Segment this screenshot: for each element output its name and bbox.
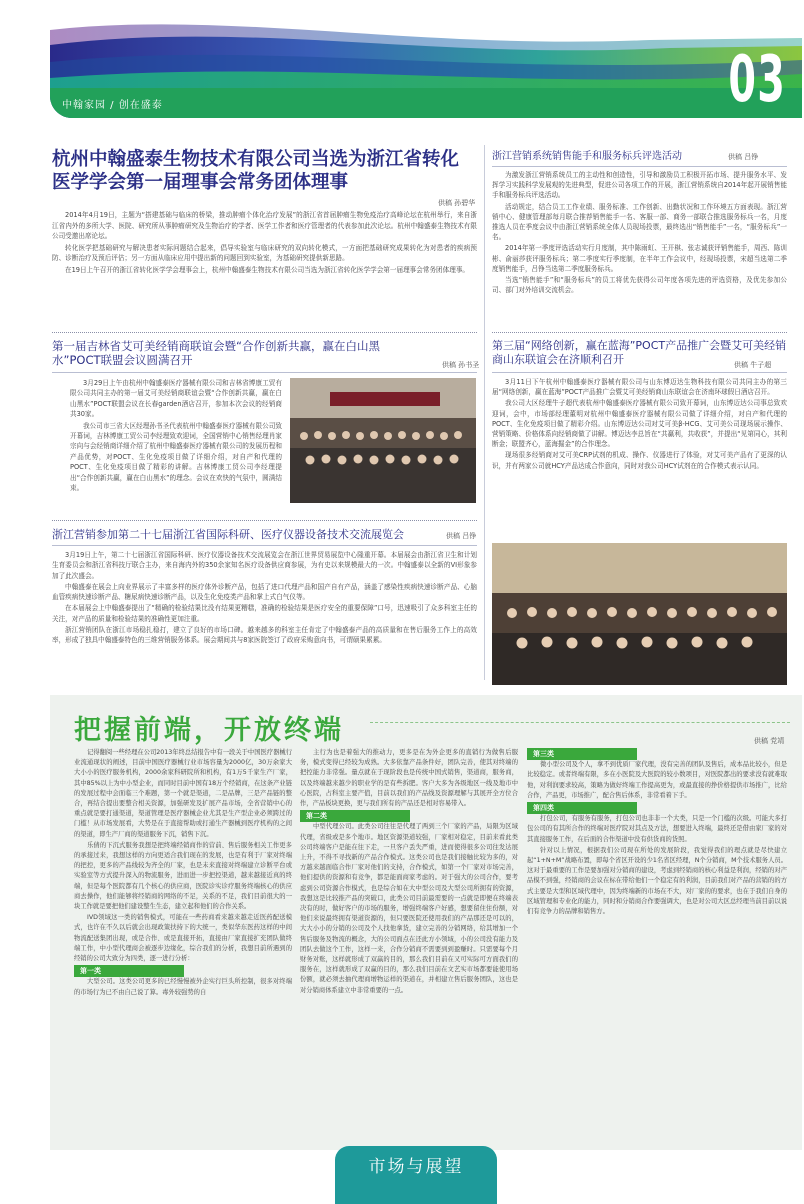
feature-column-1 (74, 748, 292, 1143)
divider-line (492, 372, 787, 373)
paragraph: 活动规定，结合员工工作业绩、服务标准、工作创新、出勤状况和工作环境五方面表现。浙江营销中心、健康管理部每月联合推荐销售能手一名、客服一部、商务一部联合推选服务标兵一名，月度推选人员在季度会议中由浙江营销系统全体人员现场投票，最终选出“销售能手”一名，“服务标兵”一名。 (492, 202, 787, 242)
paragraph: 中翰盛泰在展会上向业界展示了丰富多样的医疗体外诊断产品，包括了进口代理产品和国产自有产品，涵盖了感染性疾病快速诊断产品、心脑血管疾病快速诊断产品、糖尿病快速诊断产品，以及生化免疫类产品和掌上式白气仪等。 (52, 582, 477, 602)
paragraph: IVD领域这一类的销售模式，可能在一些药商看来越来越走近医药配送模式，也许在不久以后就会出现政策扶持下的大统一，类似华东医药这样的中间物流配送集团出现，或是合作、或是直接开拓，直接由厂家直接扩充团队做终端工作，中小型代理商会被逐步边缘化，综合我们的分析，我想目前所遇到的经销的公司大致分为四类，逐一进行分析： (74, 914, 292, 963)
paragraph: 我公司大区经理牛子超代表杭州中翰盛泰医疗器械有限公司致开幕词，山东博迈达公司事总致欢迎词，会中，市场部经理董明对杭州中翰盛泰医疗器械有限公司做了详细介绍，对自产和代理的POCT、生化免疫项目做了精彩介绍。山东博迈达公司对艾可美β-HCG、艾可美公司现场展示操作、营销策略、价格体系向经销商做了讲解。博迈达李总旨在“共赢利，共收获”，并提出“见第同心，其利断金；联盟齐心，蓝海掘金”的合作理念。 (492, 399, 787, 449)
feature-subhead-1: 第一类 (74, 965, 184, 977)
jilin-article-title: 第一届吉林省艾可美经销商联谊会暨“合作创新共赢，赢在白山黑水”POCT联盟会议圆满召开 (52, 339, 380, 367)
issue-number: 03 (728, 43, 786, 117)
paragraph: 微小型公司及个人，拿不到优质厂家代理，没有完善的团队及售后，成本品比较小，但是比较稳定。或者终端有限，多在小医院及大医院的较小数项目，对医院都出的要求没有就难取他，对利润要求较高，策略为做好终端工作提高更为，或最直接的挣价格提供市场推广，比给合作，产品更，市场推广，配合售后体系，非常看着下手。 (527, 761, 787, 799)
exhibit-article-body (52, 550, 477, 647)
section-label: 中翰家园 / 创在盛泰 (62, 100, 163, 111)
paragraph: 现场很多经销商对艾可美CRP试剂的机成、操作、仪器进行了体验，对艾可美产品有了更深的认识，并有两家公司就HCY产品达成合作意向，同时对我公司HCY试剂在的合作模式表示认同。 (492, 451, 787, 470)
feature-byline: 供稿 党靖 (754, 737, 785, 745)
shandong-article-body (492, 377, 787, 472)
paragraph: 2014年4月19日，主题为“搭建基础与临床的桥梁，推动肿瘤个体化治疗发展”的浙江省首届肿瘤生物免疫治疗高峰论坛在杭州举行，来自浙江省内外的多所大学、医院、研究所从事肿瘤研究及生物治疗的学者、医学工作者和医疗管理者的代表参加此次论坛。杭州中翰盛泰生物技术有限公司受邀出席论坛。 (52, 211, 477, 241)
exhibit-article-title: 浙江营销参加第二十七届浙江省国际科研、医疗仪器设备技术交流展览会 (52, 528, 404, 541)
divider-line (492, 166, 787, 167)
feature-title: 把握前端，开放终端 (74, 715, 344, 746)
feature-subhead-4: 第四类 (527, 802, 637, 814)
paragraph: 我公司市三省大区经理孙书圣代表杭州中翰盛泰医疗器械有限公司致开幕词，吉林博康工贸公司李经理致欢迎词，全国营销中心销售经理肖家宗向与会经销商详细介绍了杭州中翰盛泰医疗器械有限公司的发展历程和产品优势，对POCT、生化免疫项目做了详细介绍，对自产和代理的POCT、生化免疫项目做了精彩的讲解。吉林博康工贸公司李经理提出“合作创新共赢，赢在白山黑水”的理念。会议在欢快的气氛中，圆满结束。 (70, 421, 282, 493)
paragraph: 2014年第一季度评选活动实行月度制，其中陈雨虹、王开棋、张志诚获评销售能手，周西、陈训彬、俞丽莎获评服务标兵；第二季度实行季度制，在半年工作会议中，经现场投票，宋超当选第二季度销售能手，吕铮当选第二季度服务标兵。 (492, 244, 787, 273)
paragraph: 在本届展会上中翰盛泰提出了“精确的检验结果比没有结果更糟糕，准确的检验结果是医疗安全的重要保障”口号，迅速吸引了众多科室主任的关注，对产品的质量和检验结果的准确性更加注重。 (52, 604, 477, 623)
divider-line (52, 372, 477, 373)
divider-line (52, 332, 477, 333)
feature-column-3 (527, 748, 787, 1143)
main-article-body (52, 210, 477, 277)
paragraph: 针对以上情况，根据我们公司现在所处的发展阶段，我觉得我们的理点就是尽快建立起“1+N+M”战略布置，即每个省区开设的少1名省区经理，N个分销商，M个技术服务人员。这对于最重要的工作是要加强对分销商的建设，考虑到经销商的核心利益是利润，经销的对产品模不到强，经销商的会议在标在带给他们一个稳定有的利润，目前我们对产品的营销的的方式主要是大型和区域代理中，因为终端新的市场在不大，对厂家的的要求，也在于我们自身的区域管理和专业化的能力，同时和分销商合作要强调大，也是对公司大区总经理当前目前以说们有竞争力的品牌和销售方。 (527, 846, 787, 916)
divider-line (370, 722, 790, 723)
jilin-group-photo (290, 378, 476, 503)
paragraph: 中型代理公司。此类公司往往是代理了两到三个厂家的产品，局限为区域代理，省级或是多个地市。地区资源渠道较强，厂家相对稳定，目前来看此类公司终端客户是能在往下走，一旦客户丢失严重，进而使得很多公司往发达展上升，不得不寻找新的产品合作模式。这类公司也是我们接触比较为多的，对方越来越面临合作厂家对他们的支持，合作模式，如第一个厂家对市场完善，他们提供的资源和有竞争，都是能面商家考虑的。对于强大的公司合作，要考虑到公司资源合作模式，也是综合如在大中型公司及大型公司所拥有的资源，我想这是比较推产品的突破口，此类公司目前最需要的一点就是即便在终端表决有的时，做好客户的市场的服务，增强终端客户好感，想要留住住份额，对他们来说最终拥有渠道资源的，但只要医院还使用我们的产品那还是可以的，大大小小的分销的公司及个人找他拿货，建立完善的分销网络，给其增加一个售后服务及物流的概念，大的公司面点在还此方小领域，小的公司没有能力及团队去做这个工作，这样一来，合作分销商不需要到到盈赚时。只需要每个月财务对账，这样就形成了双赢的目的，那么我们目前在又可实际可方面我们的服务在，这样就形成了双赢的目的，那么我们目前在文艺实市场都要能使用场份额，就必须去抽代理商增物运样的渠道在，并相建立售后服务团队，这也是对分销商体系建立中非常重要的一点。 (300, 823, 518, 994)
paragraph: 浙江营销团队在浙江市场稳扎稳打，建立了良好的市场口碑。越来越多的科室主任肯定了中翰盛泰产品的高质量和在售后服务工作上的高效率，形成了独具中翰盛泰特色的三维营销服务体系。展会期间共与8家医院签订了政府采购意向书，可谓硕果累累。 (52, 626, 477, 645)
jilin-article-body (70, 378, 282, 494)
exhibit-article-byline: 供稿 吕铮 (446, 532, 477, 540)
jilin-article-byline: 供稿 孙书圣 (442, 361, 480, 369)
paragraph: 3月29日上午由杭州中翰盛泰医疗器械有限公司和吉林省博康工贸有限公司共同主办的第一届艾可美经销商联谊会暨“合作创新共赢，赢在白山黑水”POCT联盟会议在长春garden酒店召开，参加本次会议的经销商共30家。 (70, 379, 282, 419)
shandong-group-photo (492, 543, 787, 685)
awards-article-byline: 供稿 吕铮 (728, 153, 759, 161)
paragraph: 记得翻阅一些经理在公司2013年终总结报告中有一段关于中国医疗器械行业流通现状的阐述，目前中国医疗器械行业市场容量为2000亿，30万余家大大小小的医疗服务机构，2000余家科研院所和机构，有1万5千家生产厂家，其中85%以上为中小型企业，而同时目前中国有18万个经销商，在这条产业链的发展过程中会面临三个难题，第一个就是渠道，二是品牌，三是产品链的整合，再结合提出要整合相关资源，加强研发及扩展产品市场，全省营销中心的重点就是要打通渠道，渠道管理是医疗器械企业尤其是生产型企业必须跨过的门槛！从市场发展看，大势是在于直接帮助或打通生产器械到医疗机构的之间的渠道，即生产厂商的渠道服务下沉，销售下沉。 (74, 749, 292, 838)
feature-subhead-3: 第三类 (527, 748, 637, 760)
paragraph: 3月11日下午杭州中翰盛泰医疗器械有限公司与山东博迈达生物科技有限公司共同主办的第三届“网络创新，赢在蓝海”POCT产品推广会暨艾可美经销商山东联谊会在济南环球假日酒店召开。 (492, 378, 787, 397)
divider-line (492, 332, 787, 333)
footer-section-label: 市场与展望 (368, 1157, 464, 1177)
awards-article-title: 浙江营销系统销售能手和服务标兵评选活动 (492, 151, 682, 162)
shandong-article-byline: 供稿 牛子超 (734, 361, 772, 369)
column-divider (484, 145, 485, 680)
paragraph: 3月19日上午，第二十七届浙江省国际科研、医疗仪器设备技术交流展览会在浙江世界贸易展览中心隆重开幕。本届展会由浙江省卫生和计划生育委员会和浙江省科技厅联合主办，来自海内外的350余家知名医疗设备供应商参展，为有史以来规模最大的一次。中翰盛泰以全新的VI形象参加了此次盛会。 (52, 551, 477, 580)
paragraph: 当选“销售能手”和“服务标兵”的员工将优先获得公司年度各项先进的评选资格，及优先参加公司、部门对外培训交流机会。 (492, 276, 787, 295)
paragraph: 为激发浙江营销系统员工的主动性和创造性，引导和激励员工积极开拓市场、提升服务水平、发挥学习实践科学发展观的先进典型，促进公司各项工作的开展，浙江营销系统自2014年起开展销售能手和服务标兵评选活动。 (492, 171, 787, 200)
paragraph: 乐倩的下沉式服务我想是把终端经销商作的营前、售后服务相关工作更多的承接过来，我想这样的方向更适合我们现在的发展，也是有利于厂家对终端的把控，更多的产品线较为齐全的厂家，也是未来直接对终端建立诊断平台或实验室等方式提升深入的物流服务，进而进一步把控渠道，越来越接近真的终端，但是每个医院都有几个核心的供应商，医院诊实诊疗服务终端核心的供应商去操作，他们能够将经销商的网络的不足，关系的不足，我们目前很大的一块工作就是要把他们建设整生生态，建立起和他们的合作关系。 (74, 841, 292, 911)
feature-subhead-2: 第二类 (300, 810, 410, 822)
paragraph: 大型公司。这类公司更多的已经慢慢被外企实行巨头所控制，很多对终端的市场行为已不由自己说了算。毒外较强势的自 (74, 978, 292, 996)
paragraph: 打包公司，有服务有服务，打包公司也非非一个大类，只是一个门槛的次级。可能大多打包公司的有其所合作的终端对医疗院对其点及方法，想要进入终端，最终还是借由家厂家的对其直接服务工作，在后面的合作渠道中没有供货商的货照。 (527, 815, 787, 843)
main-article-title: 杭州中翰盛泰生物技术有限公司当选为浙江省转化医学学会第一届理事会常务团体理事 (52, 149, 460, 193)
divider-line (52, 545, 477, 546)
shandong-article-title: 第三届“网络创新，赢在蓝海”POCT产品推广会暨艾可美经销商山东联谊会在济顺利召开 (492, 339, 787, 366)
paragraph: 主行为也是着强大的推动力，更多是在为外企更多的直销行为做售后服务，模式变得已经较为成熟。大多依靠产品条件好，团队完善，使其对终端的把控能力非常强。量点就在于现阶段也是传统中国式销售，渠道商，服务商，以及终端越来越少的职业学的是有些拆肥。客户大多为各级地区一线及地市中心医院，占科室主要产值，目前以我们的产品线及资源理解与其展开全方位合作，产品板块更换，更与我们所有的产品还是相对容易带入。 (300, 749, 518, 808)
feature-column-2 (300, 748, 518, 1143)
divider-line (52, 520, 477, 521)
paragraph: 转化医学把基础研究与解决患者实际问题结合起来，倡导实验室与临床研究的双向转化模式，一方面把基础研究成果转化为对患者的疾病预防、诊断治疗及预后评估；另一方面从临床应用中提出新的问题回到实验室，为基础研究提供新思路。 (52, 243, 477, 263)
main-article-byline: 供稿 孙碧华 (438, 199, 476, 207)
paragraph: 在19日上午召开的浙江省转化医学学会理事会上，杭州中翰盛泰生物技术有限公司当选为浙江省转化医学学会第一届理事会常务团体理事。 (65, 265, 470, 274)
awards-article-body (492, 170, 787, 296)
